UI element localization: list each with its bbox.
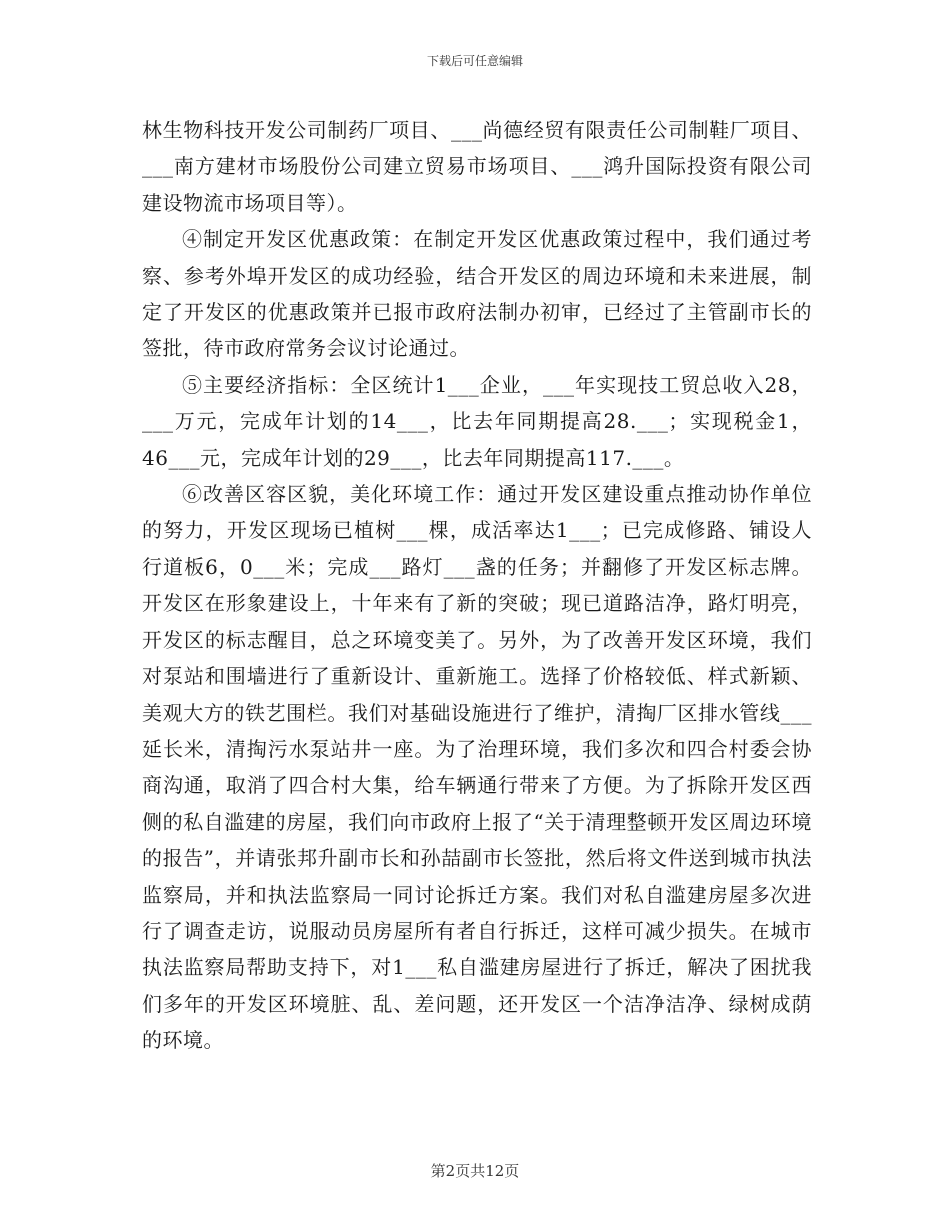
page-number: 第2页共12页 [430, 1162, 520, 1180]
paragraph-continuation: 林生物科技开发公司制药厂项目、___尚德经贸有限责任公司制鞋厂项目、___南方建材市场股份公司建立贸易市场项目、___鸿升国际投资有限公司建设物流市场项目等）。 [142, 118, 812, 215]
page-header-note: 下载后可任意编辑 [426, 54, 523, 68]
paragraph-environment-improvement: ⑥改善区容区貌，美化环境工作：通过开发区建设重点推动协作单位的努力，开发区现场已植树___棵，成活率达1___；已完成修路、铺设人行道板6，0___米；完成___路灯___盏的任务；并翻修了开发区标志牌。开发区在形象建设上，十年来有了新的突破；现已道路洁净，路灯明亮，开发区的标志醒目，总之环境变美了。另外，为了改善开发区环境，我们对泵站和围墙进行了重新设计、重新施工。选择了价格较低、样式新颖、美观大方的铁艺围栏。我们对基础设施进行了维护，清掏厂区排水管线___延长米，清掏污水泵站井一座。为了治理环境，我们多次和四合村委会协商沟通，取消了四合村大集，给车辆通行带来了方便。为了拆除开发区西侧的私自滥建的房屋，我们向市政府上报了“关于清理整顿开发区周边环境的报告”，并请张邦升副市长和孙喆副市长签批，然后将文件送到城市执法监察局，并和执法监察局一同讨论拆迁方案。我们对私自滥建房屋多次进行了调查走访，说服动员房屋所有者自行拆迁，这样可减少损失。在城市执法监察局帮助支持下，对1___私自滥建房屋进行了拆迁，解决了困扰我们多年的开发区环境脏、乱、差问题，还开发区一个洁净洁净、绿树成荫的环境。 [142, 482, 812, 1053]
paragraph-economic-indicators: ⑤主要经济指标：全区统计1___企业，___年实现技工贸总收入28，___万元，完成年计划的14___，比去年同期提高28.___；实现税金1，46___元，完成年计划的29___，比去年同期提高117.___。 [142, 372, 812, 470]
paragraph-preferential-policy: ④制定开发区优惠政策：在制定开发区优惠政策过程中，我们通过考察、参考外埠开发区的成功经验，结合开发区的周边环境和未来进展，制定了开发区的优惠政策并已报市政府法制办初审，已经过了主管副市长的签批，待市政府常务会议讨论通过。 [142, 227, 812, 361]
document-body [142, 112, 812, 1059]
